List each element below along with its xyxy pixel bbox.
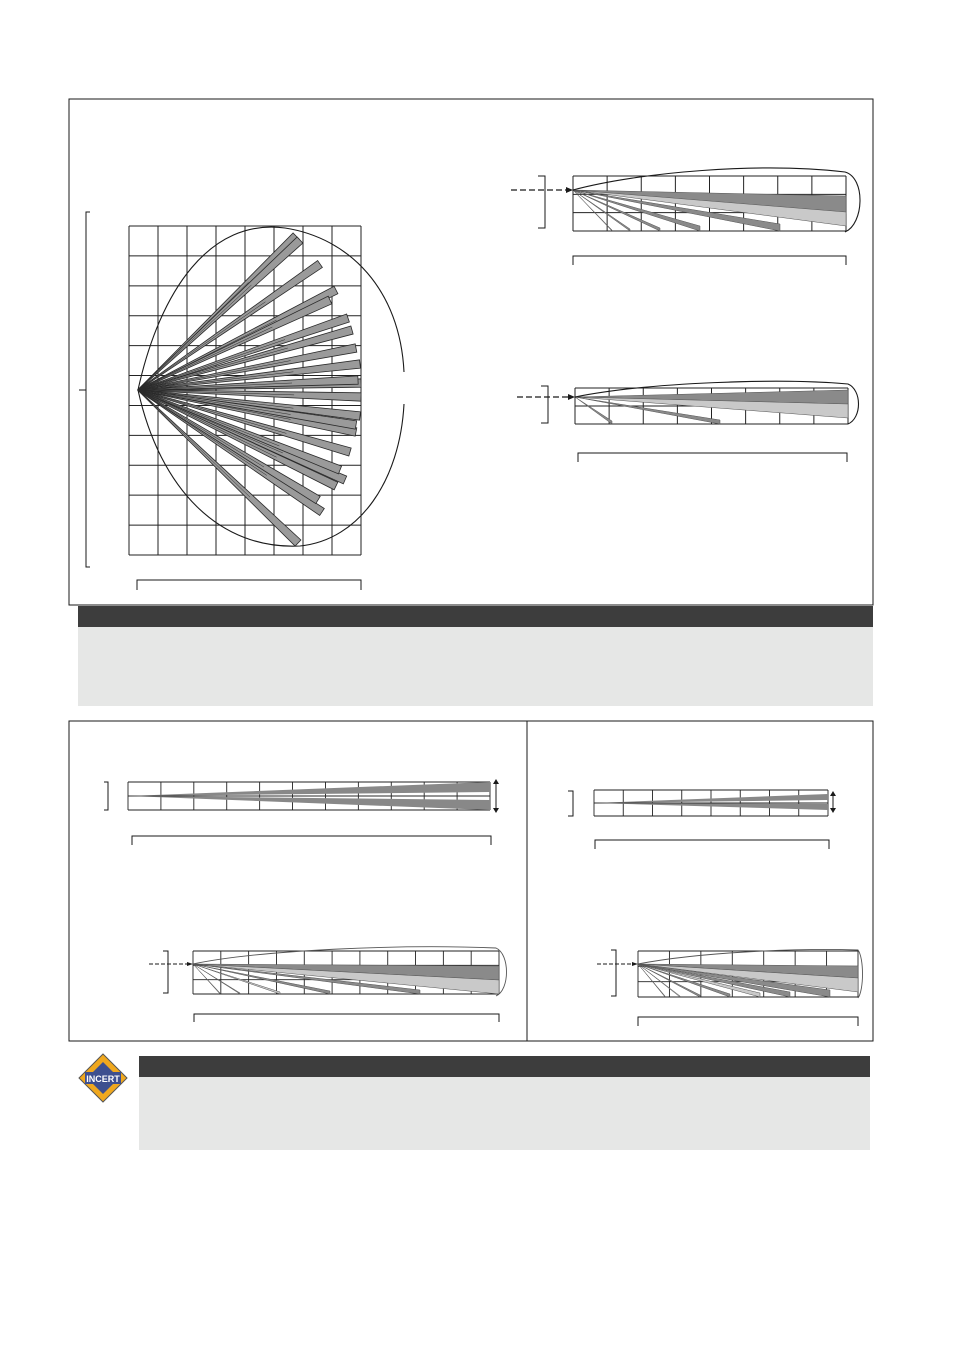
curtain-side-view-right <box>568 790 836 849</box>
wide-side-view-right <box>597 950 863 1026</box>
top-panel-frame <box>69 99 873 605</box>
curtain-side-view-left <box>104 779 499 845</box>
side-view-diagram-1 <box>511 168 860 265</box>
info-band-1-body <box>78 627 873 706</box>
long-range-side-view-left <box>149 947 507 1022</box>
side2-zone <box>575 397 612 424</box>
incert-logo-text: INCERT <box>86 1074 120 1084</box>
incert-logo <box>79 1054 127 1102</box>
top-view-beams <box>138 233 361 546</box>
top-view-diagram <box>79 212 404 590</box>
side-view-diagram-2 <box>517 381 859 462</box>
info-band-1-header <box>78 606 873 627</box>
side-view-2-zones <box>575 390 848 424</box>
info-band-2-body <box>139 1077 870 1150</box>
info-band-2-header <box>139 1056 870 1077</box>
